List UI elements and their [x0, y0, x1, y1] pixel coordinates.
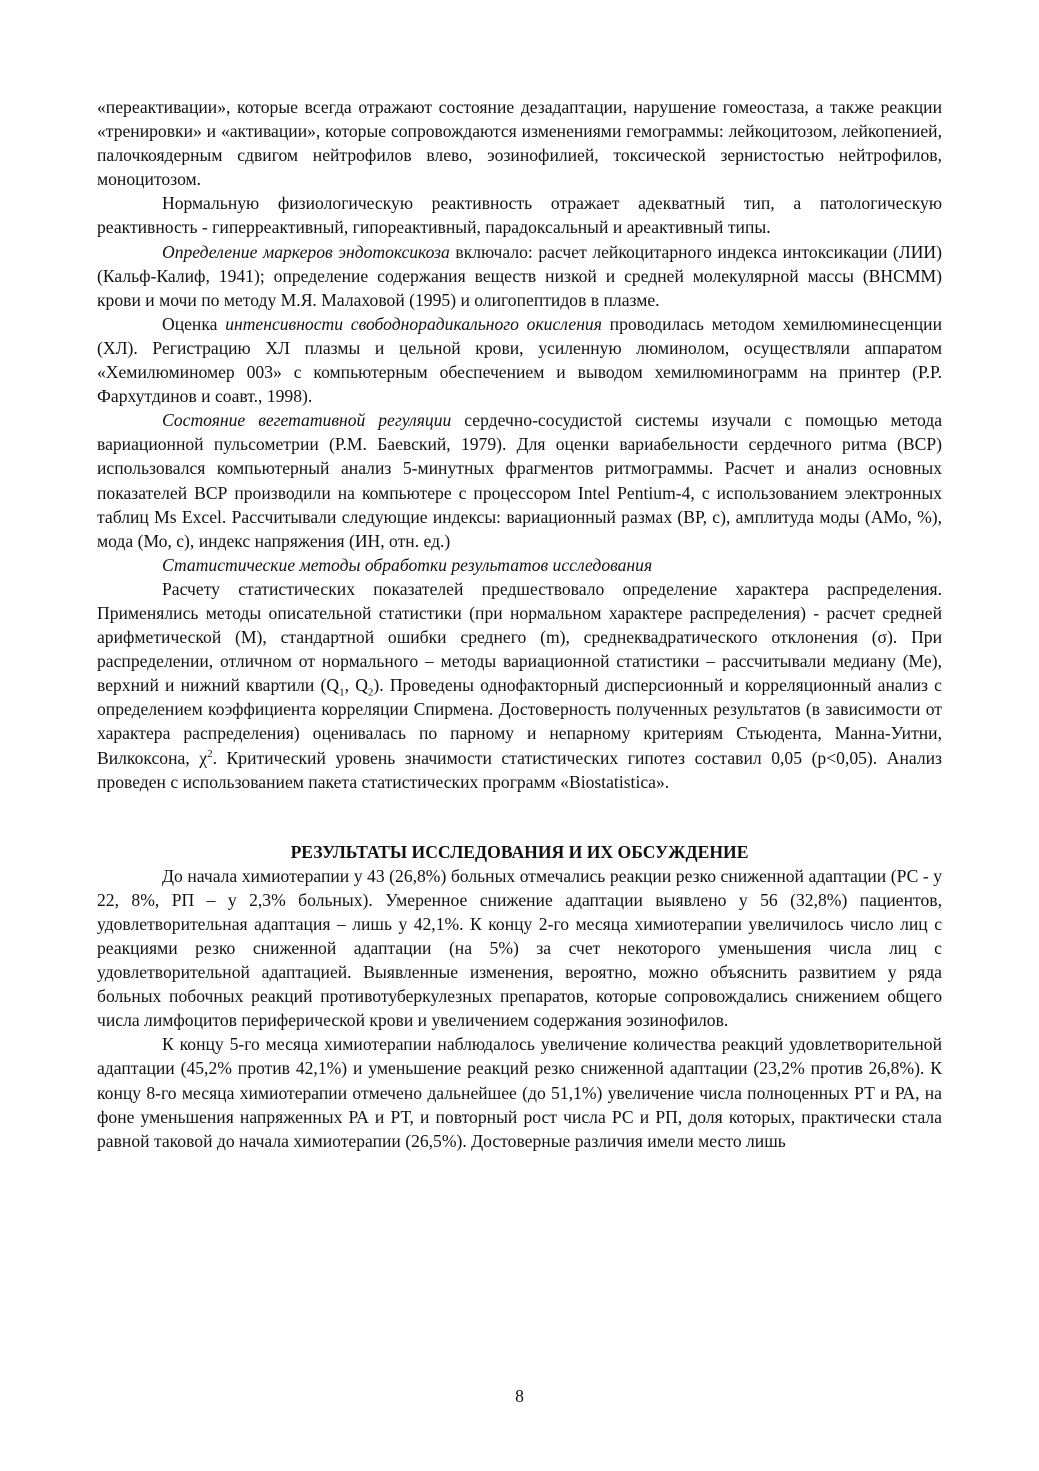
paragraph-text: , Q — [344, 675, 368, 696]
subscript: 1 — [339, 686, 345, 699]
paragraph-text: . Критический уровень значимости статистических гипотез составил 0,05 (р<0,05). Анализ проведен с использованием пакета статистических программ «Biostatistica». — [97, 747, 942, 792]
paragraph-text: сердечно-сосудистой системы изучали с помощью метода вариационной пульсометрии (Р.М. Баевский, 1979). Для оценки вариабельности сердечного ритма (ВСР) использовался компьютерный анализ 5-минутных фрагментов ритмограммы. Расчет и анализ основных показателей ВСР производили на компьютере с процессором Intel Pentium-4, с использованием электронных таблиц Ms Excel. Рассчитывали следующие индексы: вариационный размах (ВР, с), амплитуда моды (АМо, %), мода (Мо, с), индекс напряжения (ИН, отн. ед.) — [97, 410, 943, 551]
italic-term: интенсивности свободнорадикального окисления — [225, 313, 602, 334]
paragraph-text: ). Проведены однофакторный дисперсионный и корреляционный анализ с определением коэффициента корреляции Спирмена. Достоверность полученных результатов (в зависимости от характера распределения) оценивалась по парному и непарному критериям Стьюдента, Манна-Уитни, Вилкоксона, χ — [97, 675, 942, 768]
section-heading: РЕЗУЛЬТАТЫ ИССЛЕДОВАНИЯ И ИХ ОБСУЖДЕНИЕ — [290, 841, 749, 862]
subheading-statistics: Статистические методы обработки результатов исследования — [162, 554, 653, 575]
paragraph-endotoxicosis-markers — [97, 240, 942, 312]
paragraph-reactivity-types: «переактивации», которые всегда отражают состояние дезадаптации, нарушение гомеостаза, а также реакции «тренировки» и «активации», которые сопровождаются изменениями гемограммы: лейкоцитозом, лейкопенией, палочкоядерным сдвигом нейтрофилов влево, эозинофилией, токсической зернистостью нейтрофилов, моноцитозом. — [97, 97, 942, 190]
paragraph-text: Оценка — [162, 313, 226, 334]
paragraph-results-before-chemo: До начала химиотерапии у 43 (26,8%) больных отмечались реакции резко сниженной адаптации (РС - у 22, 8%, РП – у 2,3% больных). Умеренное снижение адаптации выявлено у 56 (32,8%) пациентов, удовлетворительная адаптация – лишь у 42,1%. К концу 2-го месяца химиотерапии увеличилось число лиц с реакциями резко сниженной адаптации (на 5%) за счет некоторого уменьшения числа лиц с удовлетворительной адаптацией. Выявленные изменения, вероятно, можно объяснить развитием у ряда больных побочных реакций противотуберкулезных препаратов, которые сопровождались снижением общего числа лимфоцитов периферической крови и увеличением содержания эозинофилов. — [97, 865, 942, 1031]
italic-term: Определение маркеров эндотоксикоза — [162, 241, 450, 262]
document-page — [97, 95, 942, 1153]
superscript: 2 — [207, 747, 213, 760]
page-number: 8 — [515, 1386, 524, 1406]
subscript: 2 — [367, 686, 374, 699]
paragraph-statistical-methods — [97, 577, 942, 794]
italic-term: Состояние вегетативной регуляции — [162, 410, 452, 431]
paragraph-text: проводилась методом хемилюминесценции (ХЛ). Регистрацию ХЛ плазмы и цельной крови, усиленную люминолом, осуществляли аппаратом «Хемилюминомер 003» с компьютерным обеспечением и выводом хемилюминограмм на принтер (Р.Р. Фархутдинов и соавт., 1998). — [97, 313, 942, 407]
paragraph-free-radical-oxidation — [97, 312, 942, 408]
paragraph-results-month-5: К концу 5-го месяца химиотерапии наблюдалось увеличение количества реакций удовлетворительной адаптации (45,2% против 42,1%) и уменьшение реакций резко сниженной адаптации (23,2% против 26,8%). К концу 8-го месяца химиотерапии отмечено дальнейшее (до 51,1%) увеличение числа полноценных РТ и РА, на фоне уменьшения напряженных РА и РТ, и повторный рост числа РС и РП, доля которых, практически стала равной таковой до начала химиотерапии (26,5%). Достоверные различия имели место лишь — [97, 1034, 942, 1151]
paragraph-normal-reactivity: Нормальную физиологическую реактивность отражает адекватный тип, а патологическую реактивность - гиперреактивный, гипореактивный, парадоксальный и ареактивный типы. — [97, 193, 942, 238]
paragraph-text: Расчету статистических показателей предшествовало определение характера распределения. Применялись методы описательной статистики (при нормальном характере распределения) - расчет средней арифметической (М), стандартной ошибки среднего (m), среднеквадратического отклонения (σ). При распределении, отличном от нормального – методы вариационной статистики – рассчитывали медиану (Ме), верхний и нижний квартили (Q — [97, 578, 942, 696]
paragraph-vegetative-regulation — [97, 408, 942, 553]
paragraph-text: включало: расчет лейкоцитарного индекса интоксикации (ЛИИ) (Кальф-Калиф, 1941); определение содержания веществ низкой и средней молекулярной массы (ВНСММ) крови и мочи по методу М.Я. Малаховой (1995) и олигопептидов в плазме. — [97, 241, 942, 310]
